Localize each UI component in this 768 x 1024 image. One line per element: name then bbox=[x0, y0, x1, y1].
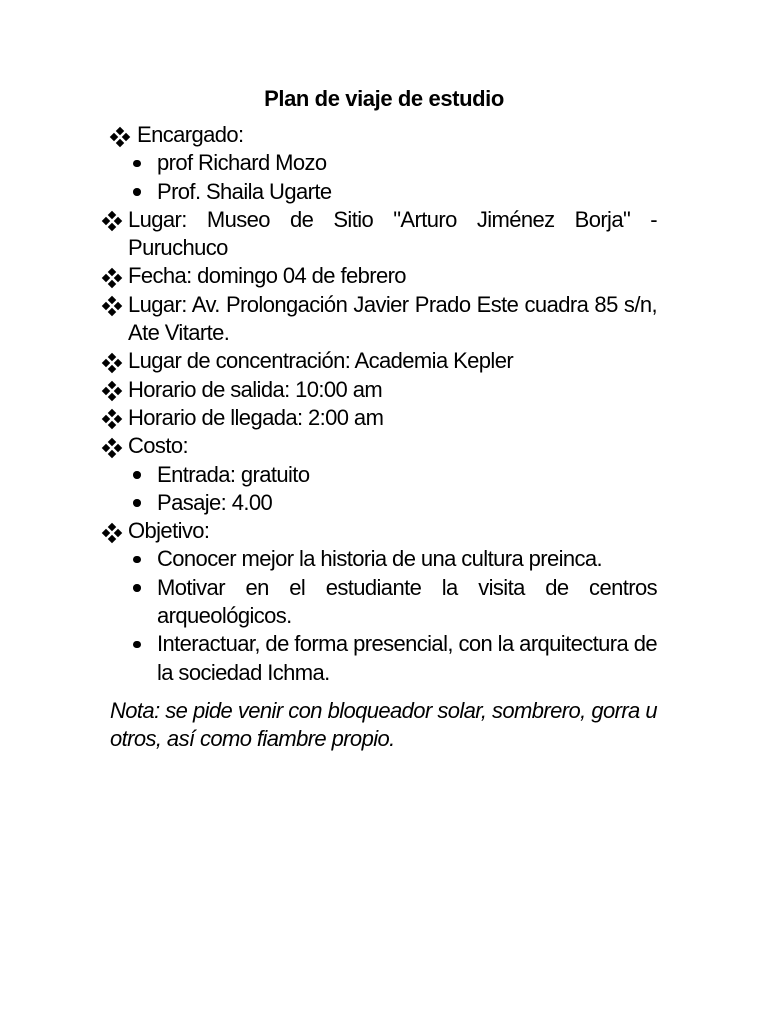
list-item bbox=[128, 376, 657, 404]
document-title: Plan de viaje de estudio bbox=[264, 86, 504, 111]
list-item-text: Pasaje: 4.00 bbox=[157, 489, 273, 515]
list-item-text: Costo: bbox=[128, 433, 188, 459]
list-item-text: Objetivo: bbox=[128, 518, 210, 544]
list-item-text: Motivar en el estudiante la visita de centros arqueológicos. bbox=[157, 574, 657, 629]
round-bullet-icon bbox=[133, 178, 145, 206]
note-paragraph: Nota: se pide venir con bloqueador solar, sombrero, gorra u otros, así como fiambre propio. bbox=[110, 698, 657, 752]
round-bullet-icon bbox=[133, 545, 145, 573]
sub-list-item bbox=[157, 574, 657, 631]
round-bullet-icon bbox=[133, 489, 145, 517]
bullet-list bbox=[0, 121, 768, 687]
list-item bbox=[128, 432, 657, 460]
four-diamond-bullet-icon bbox=[102, 404, 124, 432]
list-item bbox=[128, 517, 657, 545]
list-item-text: Encargado: bbox=[137, 122, 244, 147]
list-item-text: Lugar: Museo de Sitio "Arturo Jiménez Borja" - Puruchuco bbox=[128, 206, 657, 261]
list-item-text: Lugar de concentración: Academia Kepler bbox=[128, 348, 514, 374]
list-item bbox=[128, 404, 657, 432]
four-diamond-bullet-icon bbox=[102, 376, 124, 404]
list-item-text: Interactuar, de forma presencial, con la arquitectura de la sociedad Ichma. bbox=[157, 631, 657, 685]
four-diamond-bullet-icon bbox=[110, 121, 132, 149]
round-bullet-icon bbox=[133, 630, 145, 658]
sub-list-item bbox=[157, 461, 657, 489]
round-bullet-icon bbox=[133, 461, 145, 489]
sub-list-item bbox=[157, 149, 657, 177]
list-item bbox=[137, 121, 657, 149]
list-item-text: Conocer mejor la historia de una cultura preinca. bbox=[157, 546, 603, 572]
list-item bbox=[128, 347, 657, 375]
list-item-text: Horario de llegada: 2:00 am bbox=[128, 404, 384, 430]
sub-list-item bbox=[157, 545, 657, 573]
list-item-text: Horario de salida: 10:00 am bbox=[128, 376, 383, 402]
list-item-text: Fecha: domingo 04 de febrero bbox=[128, 263, 406, 289]
four-diamond-bullet-icon bbox=[102, 291, 124, 319]
sub-list-item bbox=[157, 178, 657, 206]
list-item-text: Lugar: Av. Prolongación Javier Prado Este cuadra 85 s/n, Ate Vitarte. bbox=[128, 291, 657, 346]
four-diamond-bullet-icon bbox=[102, 432, 124, 460]
list-item-text: Prof. Shaila Ugarte bbox=[157, 178, 332, 204]
list-item-text: prof Richard Mozo bbox=[157, 150, 327, 176]
four-diamond-bullet-icon bbox=[102, 206, 124, 234]
four-diamond-bullet-icon bbox=[102, 347, 124, 375]
sub-list-item bbox=[157, 489, 657, 517]
four-diamond-bullet-icon bbox=[102, 517, 124, 545]
round-bullet-icon bbox=[133, 574, 145, 602]
list-item-text: Entrada: gratuito bbox=[157, 461, 310, 487]
list-item bbox=[128, 206, 657, 263]
list-item bbox=[128, 291, 657, 348]
four-diamond-bullet-icon bbox=[102, 262, 124, 290]
list-item bbox=[128, 262, 657, 290]
round-bullet-icon bbox=[133, 149, 145, 177]
sub-list-item bbox=[157, 630, 657, 687]
